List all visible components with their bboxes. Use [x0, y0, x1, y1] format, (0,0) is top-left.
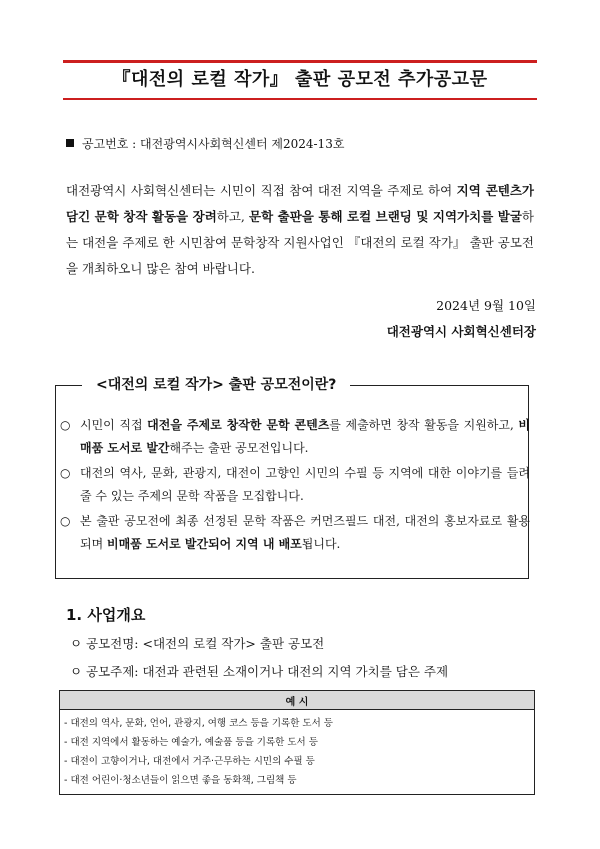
circle-bullet-icon: ○	[60, 514, 71, 528]
circle-bullet-icon: ○	[60, 418, 71, 432]
about-item-text: 를 제출하면 창작 활동을 지원하고,	[329, 418, 519, 432]
contest-theme-text: 공모주제: 대전과 관련된 소재이거나 대전의 지역 가치를 담은 주제	[86, 664, 449, 679]
o-bullet-icon: ㅇ	[70, 636, 83, 651]
contest-name-text: 공모전명: <대전의 로컬 작가> 출판 공모전	[86, 636, 325, 651]
notice-number-text: 공고번호 : 대전광역시사회혁신센터 제2024-13호	[82, 137, 345, 151]
intro-emphasis: 지역 콘텐츠가 담긴 문학 창작 활동을 장려	[66, 183, 534, 224]
title-top-rule	[63, 60, 537, 63]
about-item	[60, 414, 530, 460]
document-title: 『대전의 로컬 작가』 출판 공모전 추가공고문	[112, 69, 488, 90]
intro-paragraph	[66, 178, 534, 282]
example-item: - 대전 어린이·청소년들이 읽으면 좋을 동화책, 그림책 등	[64, 775, 297, 786]
square-bullet-icon	[66, 139, 74, 147]
about-item-emphasis: 대전을 주제로 창작한 문학 콘텐츠	[147, 418, 330, 432]
o-bullet-icon: ㅇ	[70, 664, 83, 679]
about-box-title: <대전의 로컬 작가> 출판 공모전이란?	[82, 373, 350, 397]
about-box-list	[60, 414, 530, 558]
example-item: - 대전의 역사, 문화, 언어, 관광지, 여행 코스 등을 기록한 도서 등	[64, 718, 333, 729]
about-item-emphasis: 비매품 도서로 발간	[80, 418, 530, 455]
about-item-text: 해주는 출판 공모전입니다.	[169, 441, 309, 455]
about-item-text: 본 출판 공모전에 최종 선정된 문학 작품은 커먼즈필드 대전, 대전의 홍보자료로 활용되며	[80, 514, 530, 551]
about-item-emphasis: 비매품 도서로 발간되어 지역 내 배포	[107, 537, 302, 551]
about-item-text: 됩니다.	[301, 537, 341, 551]
intro-text: 대전광역시 사회혁신센터는 시민이 직접 참여 대전 지역을 주제로 하여	[66, 183, 457, 198]
example-item: - 대전이 고향이거나, 대전에서 거주·근무하는 시민의 수필 등	[64, 756, 315, 767]
intro-emphasis: 문학 출판을 통해 로컬 브랜딩 및 지역가치를 발굴	[249, 209, 522, 224]
about-item-text: 대전의 역사, 문화, 관광지, 대전이 고향인 시민의 수필 등 지역에 대한 이야기를 들려줄 수 있는 주제의 문학 작품을 모집합니다.	[80, 466, 530, 503]
examples-cell	[60, 710, 535, 795]
title-bottom-rule	[63, 98, 537, 100]
contest-name	[70, 634, 324, 652]
examples-header: 예 시	[60, 691, 535, 710]
contest-theme	[70, 662, 448, 680]
circle-bullet-icon: ○	[60, 466, 71, 480]
notice-number	[66, 135, 344, 152]
intro-text: 하고,	[216, 209, 250, 224]
examples-table	[59, 690, 535, 795]
example-item: - 대전 지역에서 활동하는 예술가, 예술품 등을 기록한 도서 등	[64, 737, 318, 748]
about-item-text: 시민이 직접	[80, 418, 148, 432]
intro-text: 하는 대전을 주제로 한 시민참여 문학창작 지원사업인 『대전의 로컬 작가』 출판 공모전을 개최하오니 많은 참여 바랍니다.	[66, 209, 534, 276]
about-item	[60, 510, 530, 556]
notice-date: 2024년 9월 10일	[436, 298, 536, 313]
about-item	[60, 462, 530, 508]
section-title: 1. 사업개요	[66, 606, 146, 624]
issuing-organization: 대전광역시 사회혁신센터장	[386, 324, 536, 339]
